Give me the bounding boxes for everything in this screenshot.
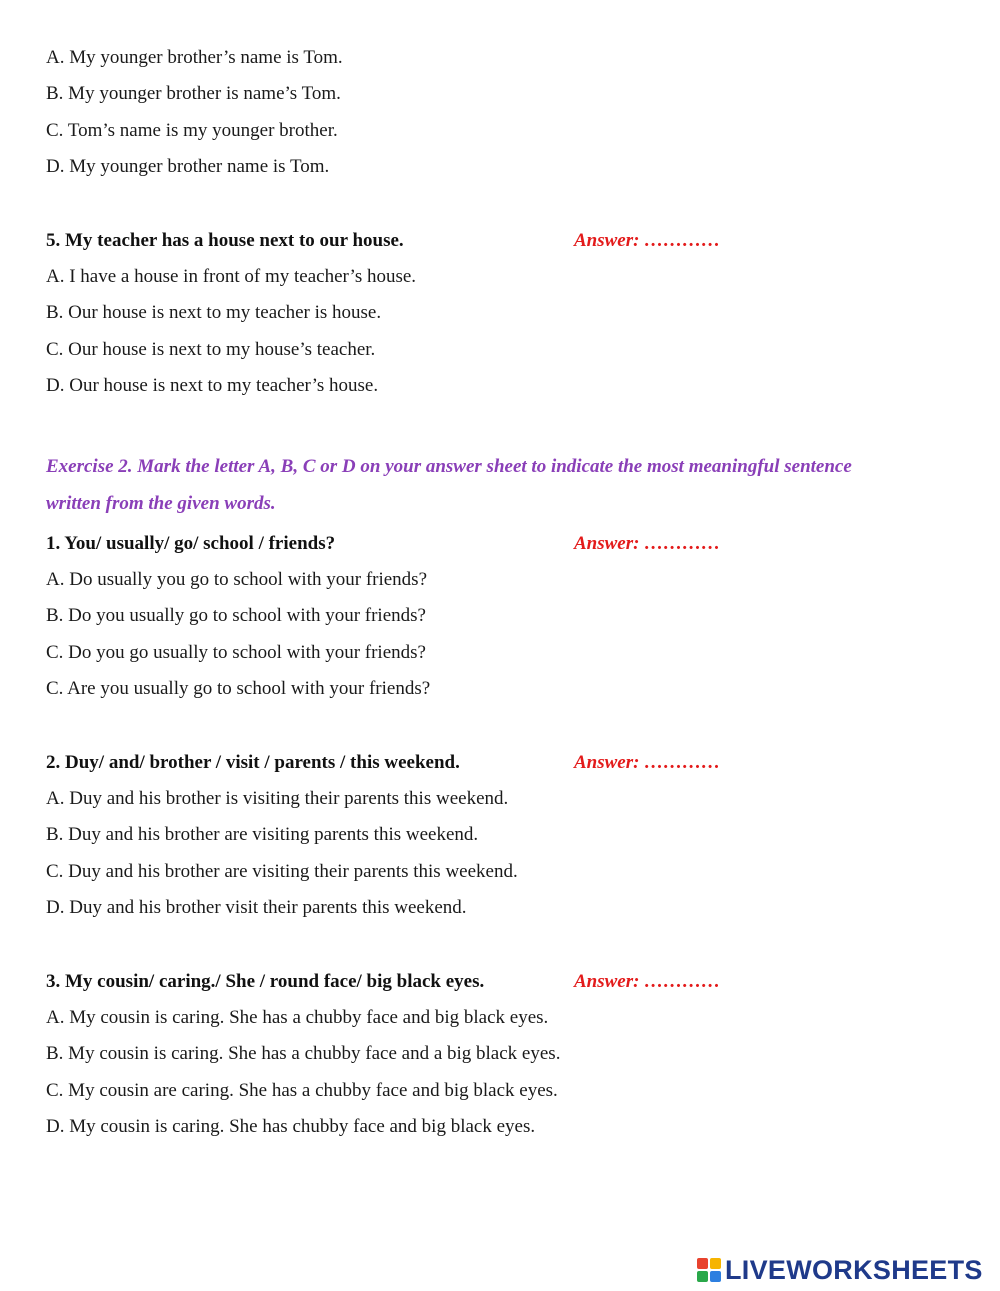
liveworksheets-logo <box>697 1255 983 1285</box>
option-c: C. My cousin are caring. She has a chubby face and big black eyes. <box>46 1080 558 1101</box>
answer-blank[interactable]: Answer: ………… <box>574 230 721 251</box>
answer-blank[interactable]: Answer: ………… <box>574 533 721 554</box>
question-prompt: 5. My teacher has a house next to our house. <box>46 230 404 251</box>
option-c: C. Tom’s name is my younger brother. <box>46 120 338 141</box>
answer-blank[interactable]: Answer: ………… <box>574 752 721 773</box>
logo-block-icon <box>710 1258 721 1269</box>
logo-mark-icon <box>697 1258 721 1282</box>
option-d: D. My cousin is caring. She has chubby face and big black eyes. <box>46 1116 536 1137</box>
option-b: B. Duy and his brother are visiting parents this weekend. <box>46 824 479 845</box>
option-d: D. Duy and his brother visit their parents this weekend. <box>46 897 467 918</box>
question-prompt: 3. My cousin/ caring./ She / round face/ big black eyes. <box>46 971 485 992</box>
option-d: D. Our house is next to my teacher’s house. <box>46 375 379 396</box>
option-a: A. I have a house in front of my teacher’s house. <box>46 266 417 287</box>
exercise-heading: Exercise 2. Mark the letter A, B, C or D on your answer sheet to indicate the most meaningful sentence <box>46 456 852 477</box>
logo-block-icon <box>697 1271 708 1282</box>
option-b: B. Do you usually go to school with your friends? <box>46 605 426 626</box>
option-a: A. Do usually you go to school with your friends? <box>46 569 428 590</box>
option-b: B. My cousin is caring. She has a chubby face and a big black eyes. <box>46 1043 561 1064</box>
option-b: B. My younger brother is name’s Tom. <box>46 83 341 104</box>
question-prompt: 2. Duy/ and/ brother / visit / parents / this weekend. <box>46 752 460 773</box>
exercise-heading-continued: written from the given words. <box>46 493 276 514</box>
option-c: C. Do you go usually to school with your friends? <box>46 642 426 663</box>
logo-text: LIVEWORKSHEETS <box>725 1254 983 1285</box>
option-c: C. Our house is next to my house’s teacher. <box>46 339 376 360</box>
logo-block-icon <box>697 1258 708 1269</box>
answer-blank[interactable]: Answer: ………… <box>574 971 721 992</box>
option-c-second: C. Are you usually go to school with your friends? <box>46 678 431 699</box>
option-c: C. Duy and his brother are visiting their parents this weekend. <box>46 861 518 882</box>
option-a: A. My younger brother’s name is Tom. <box>46 47 343 68</box>
option-a: A. Duy and his brother is visiting their parents this weekend. <box>46 788 509 809</box>
option-b: B. Our house is next to my teacher is house. <box>46 302 382 323</box>
logo-block-icon <box>710 1271 721 1282</box>
question-prompt: 1. You/ usually/ go/ school / friends? <box>46 533 336 554</box>
option-d: D. My younger brother name is Tom. <box>46 156 330 177</box>
option-a: A. My cousin is caring. She has a chubby face and big black eyes. <box>46 1007 549 1028</box>
